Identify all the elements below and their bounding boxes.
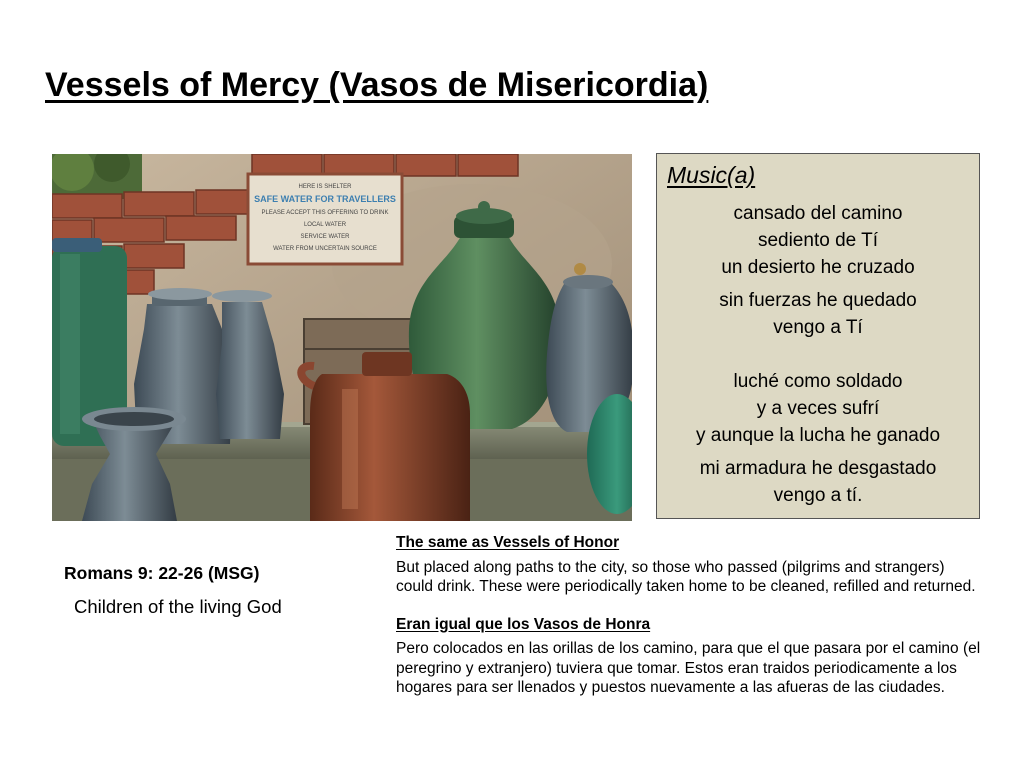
note-spanish — [396, 615, 981, 698]
note-heading: The same as Vessels of Honor — [396, 534, 620, 551]
verse-spacer — [657, 341, 979, 368]
sign-line-4: LOCAL WATER — [303, 222, 347, 228]
lyric-line: sediento de Tí — [757, 230, 879, 251]
sign-line-1: HERE IS SHELTER — [298, 184, 352, 190]
lyrics — [657, 200, 979, 509]
sign-line-3: PLEASE ACCEPT THIS OFFERING TO DRINK — [261, 210, 389, 216]
clay-pots-photo — [52, 154, 632, 521]
note-english — [396, 533, 981, 597]
note-body: Pero colocados en las orillas de los camino, para que el que pasara por el camino (el peregrino y extranjero) tuviera que tomar. Estos eran traidos periodicamente a los hogares para ser llenados y puestos nuevamente a las afueras de las ciudades. — [396, 640, 981, 696]
lyric-line: y aunque la lucha he ganado — [695, 425, 941, 446]
lyric-line: vengo a Tí — [773, 317, 863, 338]
verse-2-group-a — [657, 368, 979, 449]
water-sign — [248, 174, 402, 264]
lyric-line: sin fuerzas he quedado — [719, 290, 917, 311]
verse-2-group-b — [657, 455, 979, 509]
scripture-subtitle: Children of the living God — [74, 596, 282, 617]
lyric-line: un desierto he cruzado — [721, 257, 915, 278]
sign-line-5: SERVICE WATER — [300, 234, 350, 240]
verse-1-group-a — [657, 200, 979, 281]
note-body: But placed along paths to the city, so those who passed (pilgrims and strangers) could drink. These were periodically taken home to be cleaned, refilled and returned. — [396, 558, 976, 595]
verse-1-group-b — [657, 287, 979, 341]
music-title: Music(a) — [667, 162, 756, 188]
lyric-line: mi armadura he desgastado — [699, 458, 937, 479]
sign-line-6: WATER FROM UNCERTAIN SOURCE — [273, 246, 377, 252]
lyric-line: cansado del camino — [733, 203, 903, 224]
sign-line-2: SAFE WATER FOR TRAVELLERS — [254, 194, 396, 204]
note-heading: Eran igual que los Vasos de Honra — [396, 615, 651, 633]
slide-title: Vessels of Mercy (Vasos de Misericordia) — [45, 66, 709, 104]
scripture-reference: Romans 9: 22-26 (MSG) — [64, 563, 260, 583]
music-lyrics-box — [656, 153, 980, 519]
notes-section — [396, 533, 981, 698]
lyric-line: y a veces sufrí — [756, 398, 880, 419]
lyric-line: luché como soldado — [733, 371, 903, 392]
lyric-line: vengo a tí. — [773, 485, 863, 506]
